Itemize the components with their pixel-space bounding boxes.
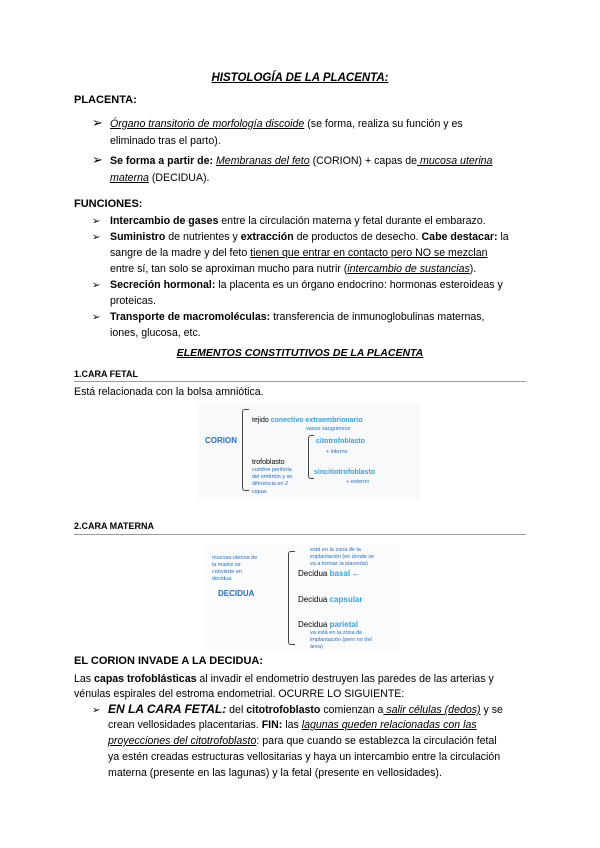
cara-fetal-invasion-l3 (108, 733, 528, 750)
italic: proyecciones del citotrofoblasto (108, 735, 257, 747)
italic: intercambio de sustancias (347, 263, 470, 275)
trof-note-1: cumbre periferia (252, 467, 292, 473)
mucosa: mucosa uterina (417, 155, 493, 167)
text: de productos de desecho. (293, 231, 422, 243)
arrow-bullet-icon: ➢ (92, 280, 101, 291)
bold: extracción (240, 231, 294, 243)
text: Las (74, 673, 95, 685)
lead: Se forma a partir de: (110, 155, 214, 167)
sinc-note: + externo (346, 479, 370, 485)
underlined: tienen que entrar en contacto pero NO se mezclan (250, 247, 488, 259)
cara-fetal-invasion-l2 (108, 717, 528, 734)
page-title: HISTOLOGÍA DE LA PLACENTA: (211, 72, 389, 84)
cara-fetal-invasion-l5: materna (presente en las lagunas) y la fetal (presente en vellosidades). (108, 767, 442, 779)
funciones-heading: FUNCIONES: (74, 198, 143, 210)
conectivo-note: vasos sanguíneos (306, 426, 351, 432)
decidua-note-4: decidua (212, 576, 232, 582)
elementos-heading: ELEMENTOS CONSTITUTIVOS DE LA PLACENTA (176, 347, 424, 359)
funcion-1 (110, 213, 530, 230)
bold: FIN: (261, 719, 283, 731)
arrow-bullet-icon: ➢ (92, 216, 101, 227)
citotrofoblasto-label: citotrofoblasto (316, 438, 365, 445)
capsular: capsular (329, 595, 363, 604)
decidua-label: DECIDUA (218, 589, 255, 598)
text: y se (480, 704, 503, 716)
italic: salir células (dedos) (383, 704, 481, 716)
decidua-note-3: convierte en (212, 569, 242, 575)
materna: materna (110, 172, 149, 184)
placenta-item-1-line2: eliminado tras el parto). (110, 135, 221, 147)
cito-note: + interno (326, 449, 348, 455)
text: Decidua (298, 595, 330, 604)
sincitiotrofoblasto-label: sincitiotrofoblasto (314, 469, 376, 476)
text: (CORION) + capas de (309, 155, 418, 167)
text: de nutrientes y (165, 231, 241, 243)
decidua-capsular (298, 595, 362, 604)
funcion-4-line2: iones, glucosa, etc. (110, 327, 201, 339)
bold: Cabe destacar: (421, 231, 498, 243)
arrow-left-icon: ← (350, 569, 361, 578)
corion-invade-heading: EL CORION INVADE A LA DECIDUA: (74, 655, 264, 667)
text: (DECIDUA). (148, 172, 210, 184)
corion-label: CORION (205, 436, 237, 445)
cara-fetal-text: Está relacionada con la bolsa amniótica. (74, 386, 264, 398)
cara-materna-heading: 2.CARA MATERNA (74, 521, 154, 531)
funcion-4 (110, 309, 530, 326)
membranas: Membranas del feto (215, 155, 310, 167)
decidua-basal (298, 569, 360, 578)
conectivo: conectivo extraembrionario (270, 417, 363, 424)
placenta-heading: PLACENTA: (74, 94, 137, 106)
bold: Secreción hormonal: (110, 279, 216, 291)
corion-invade-p2: vénulas espirales del estroma endometrial. OCURRE LO SIGUIENTE: (74, 688, 405, 700)
text: las (282, 719, 302, 731)
decidua-note-2: la madre se (212, 562, 241, 568)
lead: EN LA CARA FETAL: (108, 702, 227, 716)
text: del (226, 704, 247, 716)
parietal-note-1: va está en la zona de (310, 630, 363, 636)
trof-note-3: diferencia en 2 (252, 481, 289, 487)
text: (se forma, realiza su función y es (304, 118, 463, 130)
parietal: parietal (329, 620, 359, 629)
trof-note-4: capas (252, 489, 267, 495)
text: comienzan a (320, 704, 384, 716)
brace (242, 409, 249, 491)
text: Decidua (298, 620, 330, 629)
arrow-bullet-icon: ➢ (92, 115, 103, 130)
cara-fetal-invasion-l4: ya estén creadas estructuras vellositarias y haya un intercambio entre la circulación (108, 751, 501, 763)
basal: basal (329, 569, 351, 578)
text: entre la circulación materna y fetal durante el embarazo. (218, 215, 486, 227)
text: la placenta es un órgano endocrino: hormonas esteroideas y (215, 279, 503, 291)
italic: lagunas queden relacionadas con las (301, 719, 477, 731)
section-divider (74, 381, 526, 382)
text: Decidua (298, 569, 330, 578)
tejido-conectivo (252, 417, 363, 425)
bold: Transporte de macromoléculas: (110, 311, 271, 323)
bold: capas trofoblásticas (94, 673, 197, 685)
arrow-bullet-icon: ➢ (92, 312, 101, 323)
text: sangre de la madre y del feto (110, 247, 251, 259)
arrow-bullet-icon: ➢ (92, 232, 101, 243)
trofoblasto-label: trofoblasto (252, 459, 285, 466)
text: al invadir el endometrio destruyen las paredes de las arterias y (196, 673, 494, 685)
corion-diagram (198, 403, 420, 499)
decidua-parietal (298, 620, 358, 629)
cara-fetal-heading: 1.CARA FETAL (74, 369, 138, 379)
parietal-note-2: implantación (pero no del (310, 637, 372, 643)
definition: Órgano transitorio de morfología discoide (110, 118, 305, 130)
parietal-note-3: área) (310, 644, 323, 650)
text: entre sí, tan solo se aproximan mucho para nutrir ( (110, 263, 348, 275)
placenta-item-2-line2 (110, 170, 210, 187)
trof-note-2: del embrión y se (252, 474, 293, 480)
placenta-item-2 (110, 153, 530, 170)
bold: Suministro (110, 231, 166, 243)
basal-note-3: va a formar la placenta) (310, 561, 368, 567)
bold: Intercambio de gases (110, 215, 219, 227)
text: transferencia de inmunoglobulinas maternas, (270, 311, 485, 323)
text: tejido (252, 417, 271, 424)
text: ). (469, 263, 477, 275)
section-divider (74, 534, 526, 535)
text: la (497, 231, 509, 243)
decidua-diagram (204, 545, 400, 650)
basal-note-1: está en la zona de la (310, 547, 361, 553)
text: : para que cuando se establezca la circulación fetal (256, 735, 497, 747)
bold: citotrofoblasto (246, 704, 321, 716)
basal-note-2: implantación (es donde se (310, 554, 375, 560)
decidua-note-1: mucosa uterina de (212, 555, 258, 561)
funcion-3-line2: proteicas. (110, 295, 156, 307)
arrow-bullet-icon: ➢ (92, 152, 103, 167)
brace (288, 551, 295, 645)
funcion-2 (110, 229, 528, 246)
arrow-bullet-icon: ➢ (92, 705, 101, 716)
funcion-2-line3 (110, 261, 476, 278)
placenta-item-1 (110, 116, 526, 133)
funcion-2-line2 (110, 245, 530, 262)
text: crean vellosidades placentarias. (108, 719, 262, 731)
funcion-3 (110, 277, 530, 294)
